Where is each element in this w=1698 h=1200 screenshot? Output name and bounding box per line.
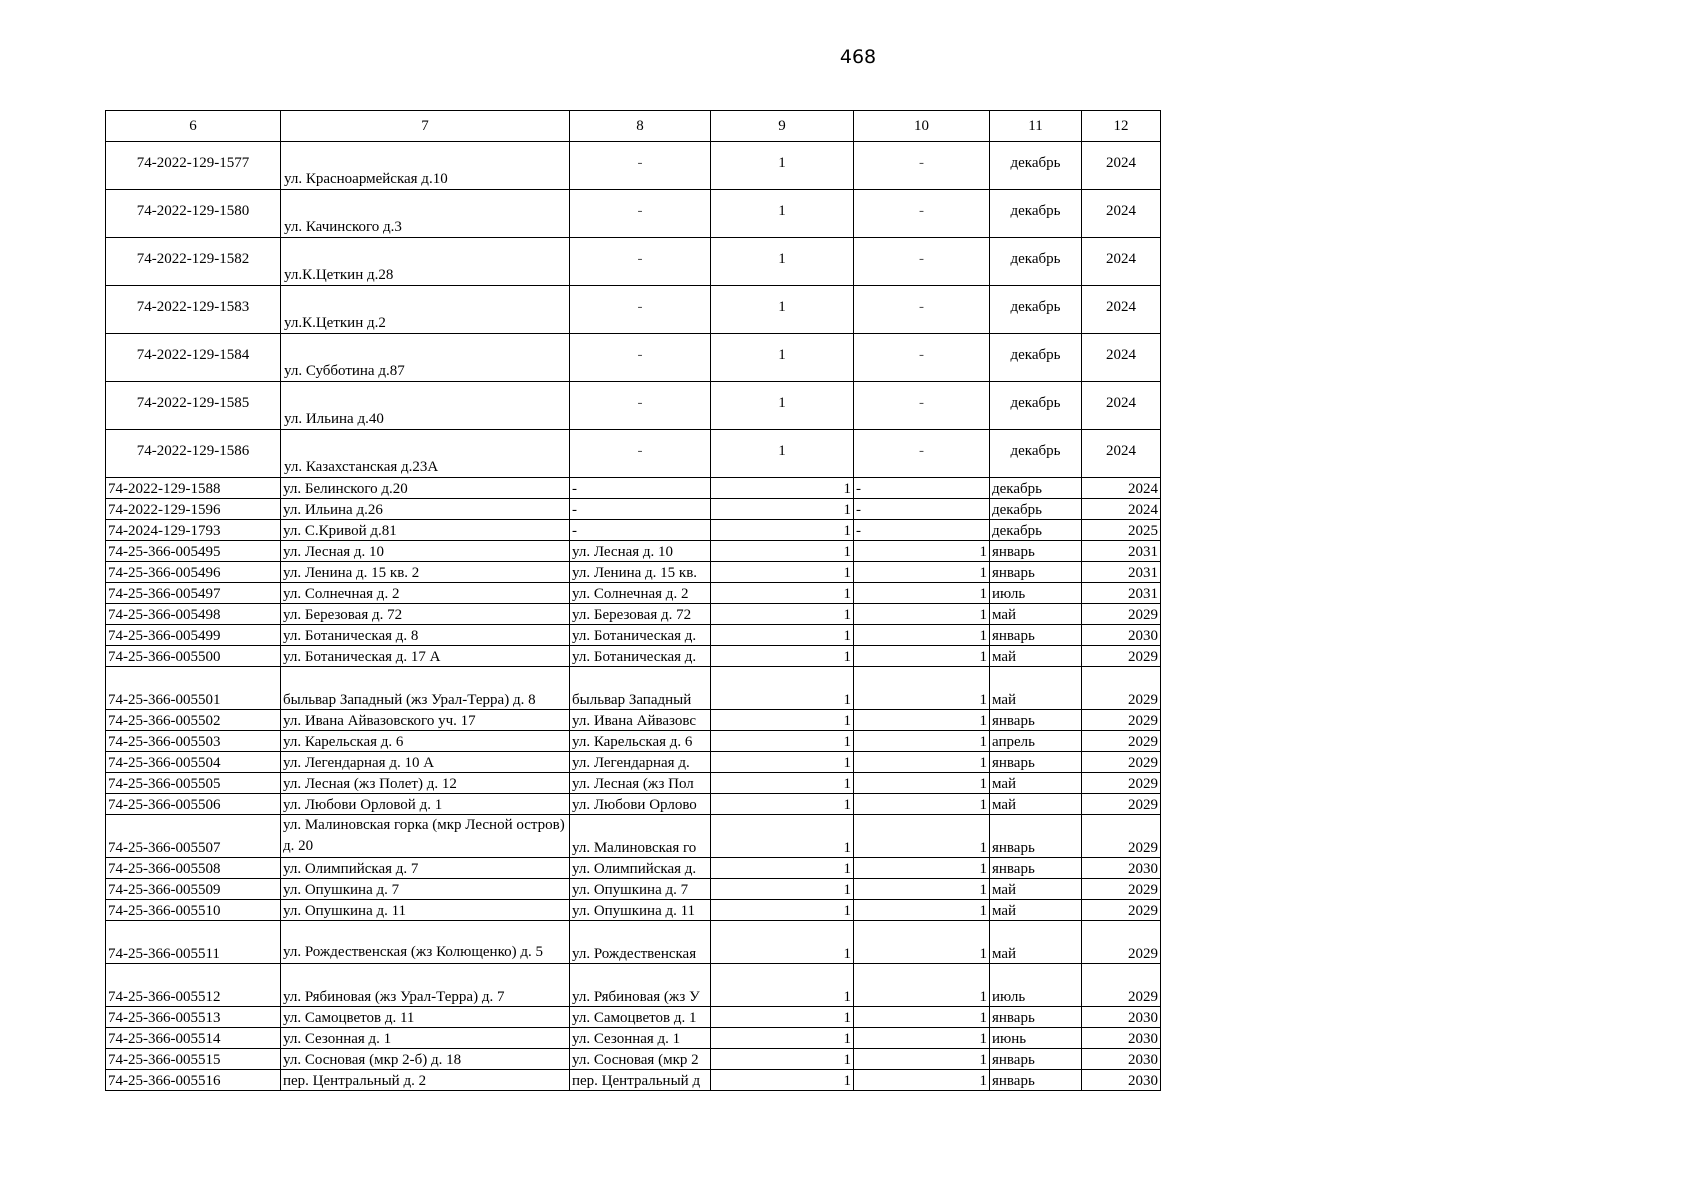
- record-id-cell: 74-25-366-005503: [106, 731, 281, 752]
- count-cell: 1: [711, 190, 854, 238]
- year-cell: 2024: [1082, 478, 1161, 499]
- year-cell: 2029: [1082, 773, 1161, 794]
- count-cell: 1: [711, 900, 854, 921]
- quantity-cell: 1: [854, 604, 990, 625]
- month-cell: январь: [990, 815, 1082, 858]
- quantity-cell: 1: [854, 731, 990, 752]
- quantity-cell: 1: [854, 1028, 990, 1049]
- month-cell: декабрь: [990, 286, 1082, 334]
- record-id-cell: 74-25-366-005499: [106, 625, 281, 646]
- year-cell: 2029: [1082, 815, 1161, 858]
- month-cell: декабрь: [990, 334, 1082, 382]
- table-row: [106, 382, 1161, 430]
- quantity-cell: 1: [854, 583, 990, 604]
- address-short-cell: -: [570, 430, 711, 478]
- table-row: [106, 583, 1161, 604]
- data-table: [105, 110, 1161, 1091]
- record-id-cell: 74-25-366-005516: [106, 1070, 281, 1091]
- table-row: [106, 1028, 1161, 1049]
- quantity-cell: 1: [854, 879, 990, 900]
- address-short-cell: ул. Самоцветов д. 1: [570, 1007, 711, 1028]
- year-cell: 2029: [1082, 646, 1161, 667]
- address-short-cell: ул. Олимпийская д.: [570, 858, 711, 879]
- address-short-cell: ул. Опушкина д. 7: [570, 879, 711, 900]
- month-cell: январь: [990, 752, 1082, 773]
- table-row: [106, 667, 1161, 710]
- address-cell: быльвар Западный (жз Урал-Терра) д. 8: [281, 667, 570, 710]
- month-cell: май: [990, 879, 1082, 900]
- month-cell: декабрь: [990, 478, 1082, 499]
- count-cell: 1: [711, 562, 854, 583]
- record-id-cell: 74-25-366-005504: [106, 752, 281, 773]
- address-cell: ул. Ивана Айвазовского уч. 17: [281, 710, 570, 731]
- year-cell: 2024: [1082, 286, 1161, 334]
- table-row: [106, 815, 1161, 858]
- count-cell: 1: [711, 334, 854, 382]
- table-row: [106, 499, 1161, 520]
- address-cell: [281, 142, 570, 190]
- month-cell: май: [990, 773, 1082, 794]
- year-cell: 2024: [1082, 142, 1161, 190]
- year-cell: 2030: [1082, 625, 1161, 646]
- address-short-cell: ул. Лесная (жз Пол: [570, 773, 711, 794]
- address-short-cell: ул. Карельская д. 6: [570, 731, 711, 752]
- count-cell: 1: [711, 646, 854, 667]
- record-id-cell: 74-25-366-005510: [106, 900, 281, 921]
- quantity-cell: 1: [854, 625, 990, 646]
- month-cell: май: [990, 667, 1082, 710]
- quantity-cell: -: [854, 382, 990, 430]
- year-cell: 2024: [1082, 238, 1161, 286]
- year-cell: 2029: [1082, 710, 1161, 731]
- month-cell: январь: [990, 625, 1082, 646]
- address-cell: ул. Самоцветов д. 11: [281, 1007, 570, 1028]
- quantity-cell: 1: [854, 1070, 990, 1091]
- address-short-cell: ул. Легендарная д.: [570, 752, 711, 773]
- year-cell: 2024: [1082, 190, 1161, 238]
- record-id-cell: 74-25-366-005514: [106, 1028, 281, 1049]
- count-cell: 1: [711, 964, 854, 1007]
- count-cell: 1: [711, 752, 854, 773]
- year-cell: 2029: [1082, 604, 1161, 625]
- count-cell: 1: [711, 478, 854, 499]
- table-row: [106, 879, 1161, 900]
- address-short-cell: -: [570, 334, 711, 382]
- quantity-cell: -: [854, 430, 990, 478]
- address-short-cell: ул. Лесная д. 10: [570, 541, 711, 562]
- month-cell: декабрь: [990, 430, 1082, 478]
- table-row: [106, 710, 1161, 731]
- year-cell: 2024: [1082, 430, 1161, 478]
- record-id-cell: 74-25-366-005498: [106, 604, 281, 625]
- address-cell: ул. Опушкина д. 11: [281, 900, 570, 921]
- count-cell: 1: [711, 879, 854, 900]
- table-row: [106, 964, 1161, 1007]
- record-id-cell: 74-2022-129-1584: [106, 334, 281, 382]
- table-row: [106, 562, 1161, 583]
- record-id-cell: 74-25-366-005495: [106, 541, 281, 562]
- year-cell: 2030: [1082, 1007, 1161, 1028]
- quantity-cell: -: [854, 499, 990, 520]
- month-cell: апрель: [990, 731, 1082, 752]
- quantity-cell: 1: [854, 900, 990, 921]
- address-short-cell: -: [570, 520, 711, 541]
- quantity-cell: 1: [854, 710, 990, 731]
- record-id-cell: 74-2022-129-1582: [106, 238, 281, 286]
- count-cell: 1: [711, 1007, 854, 1028]
- record-id-cell: 74-25-366-005497: [106, 583, 281, 604]
- month-cell: январь: [990, 541, 1082, 562]
- record-id-cell: 74-2024-129-1793: [106, 520, 281, 541]
- month-cell: декабрь: [990, 190, 1082, 238]
- year-cell: 2030: [1082, 858, 1161, 879]
- address-short-cell: -: [570, 382, 711, 430]
- address-short-cell: ул. Сезонная д. 1: [570, 1028, 711, 1049]
- month-cell: декабрь: [990, 238, 1082, 286]
- address-cell: [281, 238, 570, 286]
- address-cell: ул. Опушкина д. 7: [281, 879, 570, 900]
- record-id-cell: 74-25-366-005512: [106, 964, 281, 1007]
- record-id-cell: 74-25-366-005500: [106, 646, 281, 667]
- year-cell: 2030: [1082, 1028, 1161, 1049]
- year-cell: 2025: [1082, 520, 1161, 541]
- quantity-cell: 1: [854, 1007, 990, 1028]
- record-id-cell: 74-25-366-005496: [106, 562, 281, 583]
- address-cell: [281, 430, 570, 478]
- address-cell: ул. Лесная (жз Полет) д. 12: [281, 773, 570, 794]
- table-row: [106, 142, 1161, 190]
- year-cell: 2031: [1082, 541, 1161, 562]
- record-id-cell: 74-25-366-005506: [106, 794, 281, 815]
- year-cell: 2029: [1082, 964, 1161, 1007]
- table-row: [106, 625, 1161, 646]
- address-cell: [281, 190, 570, 238]
- year-cell: 2029: [1082, 921, 1161, 964]
- record-id-cell: 74-2022-129-1583: [106, 286, 281, 334]
- address-cell: ул. Ленина д. 15 кв. 2: [281, 562, 570, 583]
- table-row: [106, 646, 1161, 667]
- address-short-cell: ул. Ивана Айвазовс: [570, 710, 711, 731]
- month-cell: январь: [990, 1007, 1082, 1028]
- page-number: 468: [839, 46, 877, 68]
- year-cell: 2031: [1082, 562, 1161, 583]
- count-cell: 1: [711, 382, 854, 430]
- quantity-cell: 1: [854, 646, 990, 667]
- quantity-cell: 1: [854, 858, 990, 879]
- table-row: [106, 541, 1161, 562]
- quantity-cell: -: [854, 478, 990, 499]
- address-short-cell: -: [570, 499, 711, 520]
- year-cell: 2030: [1082, 1049, 1161, 1070]
- month-cell: январь: [990, 1049, 1082, 1070]
- count-cell: 1: [711, 794, 854, 815]
- count-cell: 1: [711, 921, 854, 964]
- year-cell: 2024: [1082, 334, 1161, 382]
- address-text: ул. Субботина д.87: [284, 363, 405, 379]
- address-cell: ул. Малиновская горка (мкр Лесной остров) д. 20: [281, 815, 570, 858]
- quantity-cell: 1: [854, 752, 990, 773]
- month-cell: январь: [990, 1070, 1082, 1091]
- quantity-cell: 1: [854, 921, 990, 964]
- record-id-cell: 74-25-366-005515: [106, 1049, 281, 1070]
- table-row: [106, 1070, 1161, 1091]
- year-cell: 2030: [1082, 1070, 1161, 1091]
- record-id-cell: 74-2022-129-1580: [106, 190, 281, 238]
- table-row: [106, 604, 1161, 625]
- address-cell: ул. Ботаническая д. 17 А: [281, 646, 570, 667]
- year-cell: 2029: [1082, 900, 1161, 921]
- address-short-cell: ул. Березовая д. 72: [570, 604, 711, 625]
- record-id-cell: 74-25-366-005513: [106, 1007, 281, 1028]
- address-cell: ул. Легендарная д. 10 А: [281, 752, 570, 773]
- table-row: [106, 1007, 1161, 1028]
- record-id-cell: 74-25-366-005509: [106, 879, 281, 900]
- column-header: 7: [281, 111, 570, 142]
- address-text: ул.К.Цеткин д.2: [284, 315, 386, 331]
- address-short-cell: ул. Солнечная д. 2: [570, 583, 711, 604]
- address-short-cell: ул. Малиновская го: [570, 815, 711, 858]
- address-short-cell: -: [570, 238, 711, 286]
- table-row: [106, 794, 1161, 815]
- address-cell: ул. Ботаническая д. 8: [281, 625, 570, 646]
- table-row: [106, 858, 1161, 879]
- year-cell: 2029: [1082, 752, 1161, 773]
- year-cell: 2024: [1082, 499, 1161, 520]
- address-short-cell: ул. Рябиновая (жз У: [570, 964, 711, 1007]
- address-cell: ул. Солнечная д. 2: [281, 583, 570, 604]
- record-id-cell: 74-25-366-005501: [106, 667, 281, 710]
- quantity-cell: -: [854, 142, 990, 190]
- count-cell: 1: [711, 499, 854, 520]
- table-row: [106, 1049, 1161, 1070]
- address-cell: ул. Ильина д.26: [281, 499, 570, 520]
- count-cell: 1: [711, 142, 854, 190]
- month-cell: декабрь: [990, 142, 1082, 190]
- table-row: [106, 478, 1161, 499]
- address-cell: ул. Сосновая (мкр 2-б) д. 18: [281, 1049, 570, 1070]
- count-cell: 1: [711, 604, 854, 625]
- address-cell: ул. Сезонная д. 1: [281, 1028, 570, 1049]
- quantity-cell: 1: [854, 562, 990, 583]
- address-cell: ул. Рождественская (жз Колющенко) д. 5: [281, 921, 570, 964]
- month-cell: декабрь: [990, 382, 1082, 430]
- address-text: ул. Ильина д.40: [284, 411, 384, 427]
- year-cell: 2029: [1082, 667, 1161, 710]
- quantity-cell: -: [854, 334, 990, 382]
- record-id-cell: 74-2022-129-1596: [106, 499, 281, 520]
- year-cell: 2029: [1082, 794, 1161, 815]
- table-row: [106, 921, 1161, 964]
- address-text: ул. Качинского д.3: [284, 219, 402, 235]
- count-cell: 1: [711, 773, 854, 794]
- month-cell: май: [990, 794, 1082, 815]
- month-cell: январь: [990, 562, 1082, 583]
- quantity-cell: 1: [854, 773, 990, 794]
- year-cell: 2029: [1082, 731, 1161, 752]
- address-cell: ул. Рябиновая (жз Урал-Терра) д. 7: [281, 964, 570, 1007]
- count-cell: 1: [711, 815, 854, 858]
- quantity-cell: 1: [854, 541, 990, 562]
- address-short-cell: ул. Ботаническая д.: [570, 646, 711, 667]
- address-cell: ул. Любови Орловой д. 1: [281, 794, 570, 815]
- count-cell: 1: [711, 583, 854, 604]
- table-row: [106, 238, 1161, 286]
- quantity-cell: -: [854, 520, 990, 541]
- month-cell: декабрь: [990, 499, 1082, 520]
- month-cell: май: [990, 604, 1082, 625]
- address-cell: ул. Олимпийская д. 7: [281, 858, 570, 879]
- address-cell: ул. С.Кривой д.81: [281, 520, 570, 541]
- quantity-cell: 1: [854, 815, 990, 858]
- month-cell: май: [990, 646, 1082, 667]
- table-row: [106, 190, 1161, 238]
- month-cell: июль: [990, 583, 1082, 604]
- month-cell: январь: [990, 858, 1082, 879]
- record-id-cell: 74-2022-129-1577: [106, 142, 281, 190]
- table-row: [106, 520, 1161, 541]
- count-cell: 1: [711, 1049, 854, 1070]
- count-cell: 1: [711, 625, 854, 646]
- month-cell: декабрь: [990, 520, 1082, 541]
- table-row: [106, 731, 1161, 752]
- table-row: [106, 334, 1161, 382]
- count-cell: 1: [711, 541, 854, 562]
- month-cell: июль: [990, 964, 1082, 1007]
- address-cell: ул. Лесная д. 10: [281, 541, 570, 562]
- record-id-cell: 74-25-366-005507: [106, 815, 281, 858]
- address-text: ул.К.Цеткин д.28: [284, 267, 394, 283]
- count-cell: 1: [711, 731, 854, 752]
- address-cell: [281, 334, 570, 382]
- column-header: 9: [711, 111, 854, 142]
- count-cell: 1: [711, 710, 854, 731]
- address-short-cell: -: [570, 286, 711, 334]
- month-cell: май: [990, 900, 1082, 921]
- address-text: ул. Казахстанская д.23А: [284, 459, 439, 475]
- table-row: [106, 900, 1161, 921]
- record-id-cell: 74-2022-129-1588: [106, 478, 281, 499]
- column-header: 12: [1082, 111, 1161, 142]
- address-cell: пер. Центральный д. 2: [281, 1070, 570, 1091]
- quantity-cell: 1: [854, 794, 990, 815]
- quantity-cell: -: [854, 190, 990, 238]
- quantity-cell: 1: [854, 667, 990, 710]
- count-cell: 1: [711, 1028, 854, 1049]
- column-header: 11: [990, 111, 1082, 142]
- address-cell: ул. Белинского д.20: [281, 478, 570, 499]
- record-id-cell: 74-2022-129-1585: [106, 382, 281, 430]
- record-id-cell: 74-25-366-005508: [106, 858, 281, 879]
- table-row: [106, 286, 1161, 334]
- table-row: [106, 773, 1161, 794]
- record-id-cell: 74-25-366-005511: [106, 921, 281, 964]
- address-short-cell: -: [570, 190, 711, 238]
- count-cell: 1: [711, 238, 854, 286]
- month-cell: май: [990, 921, 1082, 964]
- address-short-cell: ул. Ботаническая д.: [570, 625, 711, 646]
- count-cell: 1: [711, 286, 854, 334]
- quantity-cell: -: [854, 238, 990, 286]
- address-text: ул. Красноармейская д.10: [284, 171, 448, 187]
- address-short-cell: ул. Любови Орлово: [570, 794, 711, 815]
- quantity-cell: 1: [854, 1049, 990, 1070]
- address-short-cell: -: [570, 478, 711, 499]
- record-id-cell: 74-25-366-005502: [106, 710, 281, 731]
- address-short-cell: ул. Ленина д. 15 кв.: [570, 562, 711, 583]
- address-short-cell: ул. Сосновая (мкр 2: [570, 1049, 711, 1070]
- count-cell: 1: [711, 430, 854, 478]
- year-cell: 2031: [1082, 583, 1161, 604]
- month-cell: июнь: [990, 1028, 1082, 1049]
- address-cell: [281, 286, 570, 334]
- address-short-cell: ул. Опушкина д. 11: [570, 900, 711, 921]
- table-row: [106, 752, 1161, 773]
- address-short-cell: пер. Центральный д: [570, 1070, 711, 1091]
- address-short-cell: быльвар Западный: [570, 667, 711, 710]
- record-id-cell: 74-25-366-005505: [106, 773, 281, 794]
- month-cell: январь: [990, 710, 1082, 731]
- year-cell: 2024: [1082, 382, 1161, 430]
- record-id-cell: 74-2022-129-1586: [106, 430, 281, 478]
- quantity-cell: 1: [854, 964, 990, 1007]
- header-row: [106, 111, 1161, 142]
- count-cell: 1: [711, 667, 854, 710]
- year-cell: 2029: [1082, 879, 1161, 900]
- address-short-cell: ул. Рождественская: [570, 921, 711, 964]
- address-cell: ул. Карельская д. 6: [281, 731, 570, 752]
- column-header: 6: [106, 111, 281, 142]
- count-cell: 1: [711, 1070, 854, 1091]
- table-row: [106, 430, 1161, 478]
- quantity-cell: -: [854, 286, 990, 334]
- address-cell: ул. Березовая д. 72: [281, 604, 570, 625]
- column-header: 10: [854, 111, 990, 142]
- address-short-cell: -: [570, 142, 711, 190]
- count-cell: 1: [711, 520, 854, 541]
- count-cell: 1: [711, 858, 854, 879]
- address-cell: [281, 382, 570, 430]
- column-header: 8: [570, 111, 711, 142]
